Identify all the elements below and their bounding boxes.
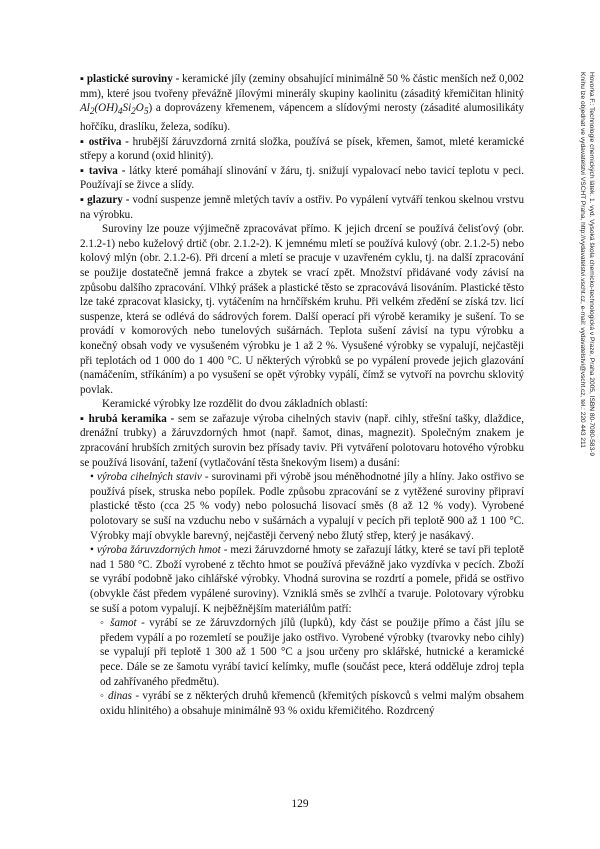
list-item-hruba-keramika: [80, 412, 524, 470]
subsublist-item-samot: [80, 616, 524, 689]
text-glazury: vodní suspenze jemně mletých tavív a ostřiv. Po vypálení vytváří tenkou skelnou vrstvu na výrobku.: [80, 193, 525, 221]
bullet-square: ▪: [80, 193, 85, 206]
text-hruba-keramika: sem se zařazuje výroba cihelných staviv (např. cihly, střešní tašky, dlaždice, drenážní trubky) a žáruvzdorných hmot (např. šamot, dinas, magnezit). Společným znakem je zpracování hrubších zrnitých surovin bez přísady taviv. Při vytváření polotovaru hotového výrobku se používá lisování, tažení (vytlačování těsta šnekovým lisem) a dusání:: [80, 412, 524, 469]
bullet-square: ▪: [80, 135, 85, 148]
copyright-sidebar: [555, 72, 595, 712]
bullet-circle: ◦: [100, 617, 106, 630]
term-zaruvzdorne: výroba žáruvzdorných hmot: [96, 544, 221, 557]
bullet-dot: •: [90, 544, 94, 557]
list-item-plasticke: [80, 72, 524, 135]
term-taviva: taviva -: [88, 164, 126, 177]
sidebar-order-info: Knihu lze objednat ve vydavatelství VŠCHT Praha, http://vydavatelstvi.vscht.cz, e-mail: vydavatelstvi@vscht.cz, tel.: 220 443 211: [579, 72, 587, 448]
bullet-square: ▪: [80, 412, 85, 425]
text-ostriva: hrubější žáruvzdorná zrnitá složka, používá se písek, křemen, šamot, mleté keramické střepy a korund (oxid hlinitý).: [80, 135, 524, 163]
list-item-glazury: [80, 193, 524, 222]
page-number: 129: [291, 798, 309, 810]
bullet-square: ▪: [80, 73, 85, 85]
main-text: [80, 72, 524, 718]
text-dinas: - vyrábí se z některých druhů křemenců (křemitých pískovců s velmi malým obsahem oxidu hlinitého) a obsahuje minimálně 93 % oxidu křemičitého. Rozdrcený: [100, 690, 525, 717]
bullet-dot: •: [90, 471, 94, 484]
term-hruba-keramika: hrubá keramika -: [88, 412, 175, 425]
paragraph-suroviny: Suroviny lze pouze výjimečně zpracovávat přímo. K jejich drcení se používá čelisťový (obr. 2.1.2-1) nebo kuželový drtič (obr. 2.1.2-2). K jemnému mletí se používá kulový (obr. 2.1.2-5) nebo kolový mlýn (obr. 2.1.2-6). Při drcení a mletí se pracuje v uzavřeném cyklu, tj. na další zpracování se použije dostatečně jemná frakce a zbytek se vrací zpět. Množství přidávané vody závisí na způsobu dalšího zpracování. Vlhký prášek a plastické těsto se zpracovává lisováním. Plastické těsto lze také zpracovat klasicky, tj. vytáčením na hrnčířském kruhu. Při velkém zředění se získá tzv. licí suspenze, která se odlévá do sádrových forem. Další operací při výrobě keramiky je sušení. To se provádí v komorových nebo tunelových sušárnách. Teplota sušení závisí na typu výrobku a konečný obsah vody ve vysušeném výrobku je 1 až 2 %. Vysušené výrobky se vypalují, nejčastěji při teplotách od 1 000 do 1 400 °C. U některých výrobků se po vypálení provede jejich glazování (namáčením, stříkáním) a po vysušení se opět výrobky vypálí, čímž se vytvoří na povrchu sklovitý povlak.: [80, 223, 524, 396]
text-plasticke-1: keramické jíly (zeminy obsahující minimálně 50 % částic menších než 0,002 mm), které jsou tvořeny převážně jílovými minerály skupiny kaolinitu (zásaditý křemičitan hlinitý: [80, 73, 524, 100]
paragraph-rozdeleni: Keramické výrobky lze rozdělit do dvou základních oblastí:: [102, 398, 368, 411]
term-glazury: glazury -: [87, 193, 130, 206]
text-samot: - vyrábí se ze žáruvzdorných jílů (lupků), kdy část se použije přímo a část jílu se předem vypálí a po rozemletí se použije jako ostřivo. Vyrobené výrobky (tvarovky nebo cihly) se vypalují při teplotě 1 300 až 1 500 °C a jsou určeny pro sklářské, hutnické a keramické pece. Dále se ze šamotu vyrábí tavicí kelímky, mufle (součást pece, která odděluje zdroj tepla od zahřívaného předmětu).: [100, 617, 525, 688]
term-plasticke: plastické suroviny -: [86, 73, 180, 85]
term-samot: šamot: [110, 617, 137, 630]
term-dinas: dinas: [107, 690, 132, 703]
subsublist-item-dinas: [80, 689, 524, 718]
text-zaruvzdorne: - mezi žáruvzdorné hmoty se zařazují látky, které se taví při teplotě nad 1 580 °C. Zboží vyrobené z těchto hmot se používá převážně jako vyzdívka v pecích. Zboží se vyrábí podobně jako cihlářské výrobky. Vhodná surovina se rozdrtí a pomele, přidá se ostřivo (obvykle část předem vypálené suroviny). Vzniklá směs se zvlhčí a tvaruje. Polotovary výrobku se suší a potom vypalují. K nejběžnějším materiálům patří:: [90, 544, 525, 615]
sublist-item-zaruvzdorne: [80, 543, 524, 616]
text-cihelna: - surovinami při výrobě jsou méněhodnotné jíly a hlíny. Jako ostřivo se používá písek, struska nebo popílek. Podle způsobu zpracování se z vytěžené suroviny připraví plastické těsto (cca 25 % vody) nebo polosuchá lisovací směs (8 až 12 % vody). Vyrobené polotovary se suší na vzduchu nebo v sušárnách a vypalují v pecích při teplotě 900 až 1 100 °C. Výrobky mají obvykle barevný, nejčastěji červený nebo žlutý střep, který je nasákavý.: [90, 471, 524, 542]
sidebar-citation: Hovorka F.: Technologie chemických látek. 1. vyd. Vysoká škola chemicko-technologická v Praze, Praha 2005, ISBN 80-7080-583-9: [588, 72, 595, 457]
term-cihelna: výroba cihelných staviv: [96, 471, 202, 484]
list-item-taviva: [80, 164, 524, 193]
text-taviva: látky které pomáhají slinování v žáru, tj. snižují vypalovací nebo tavicí teplotu v peci. Používají se živce a slídy.: [80, 164, 524, 192]
text-plasticke-2: ) a doprovázeny křemenem, vápencem a slídovými nerosty (zásadité alumosilikáty hořčíku, draslíku, železa, sodíku).: [80, 102, 524, 133]
kaolinite-formula: $Al_2(OH)_4Si_2O_5$: [80, 102, 149, 118]
term-ostriva: ostřiva -: [88, 135, 129, 148]
bullet-square: ▪: [80, 164, 86, 177]
sublist-item-cihelna: [80, 470, 524, 543]
bullet-circle: ◦: [100, 690, 105, 703]
list-item-ostriva: [80, 135, 524, 164]
